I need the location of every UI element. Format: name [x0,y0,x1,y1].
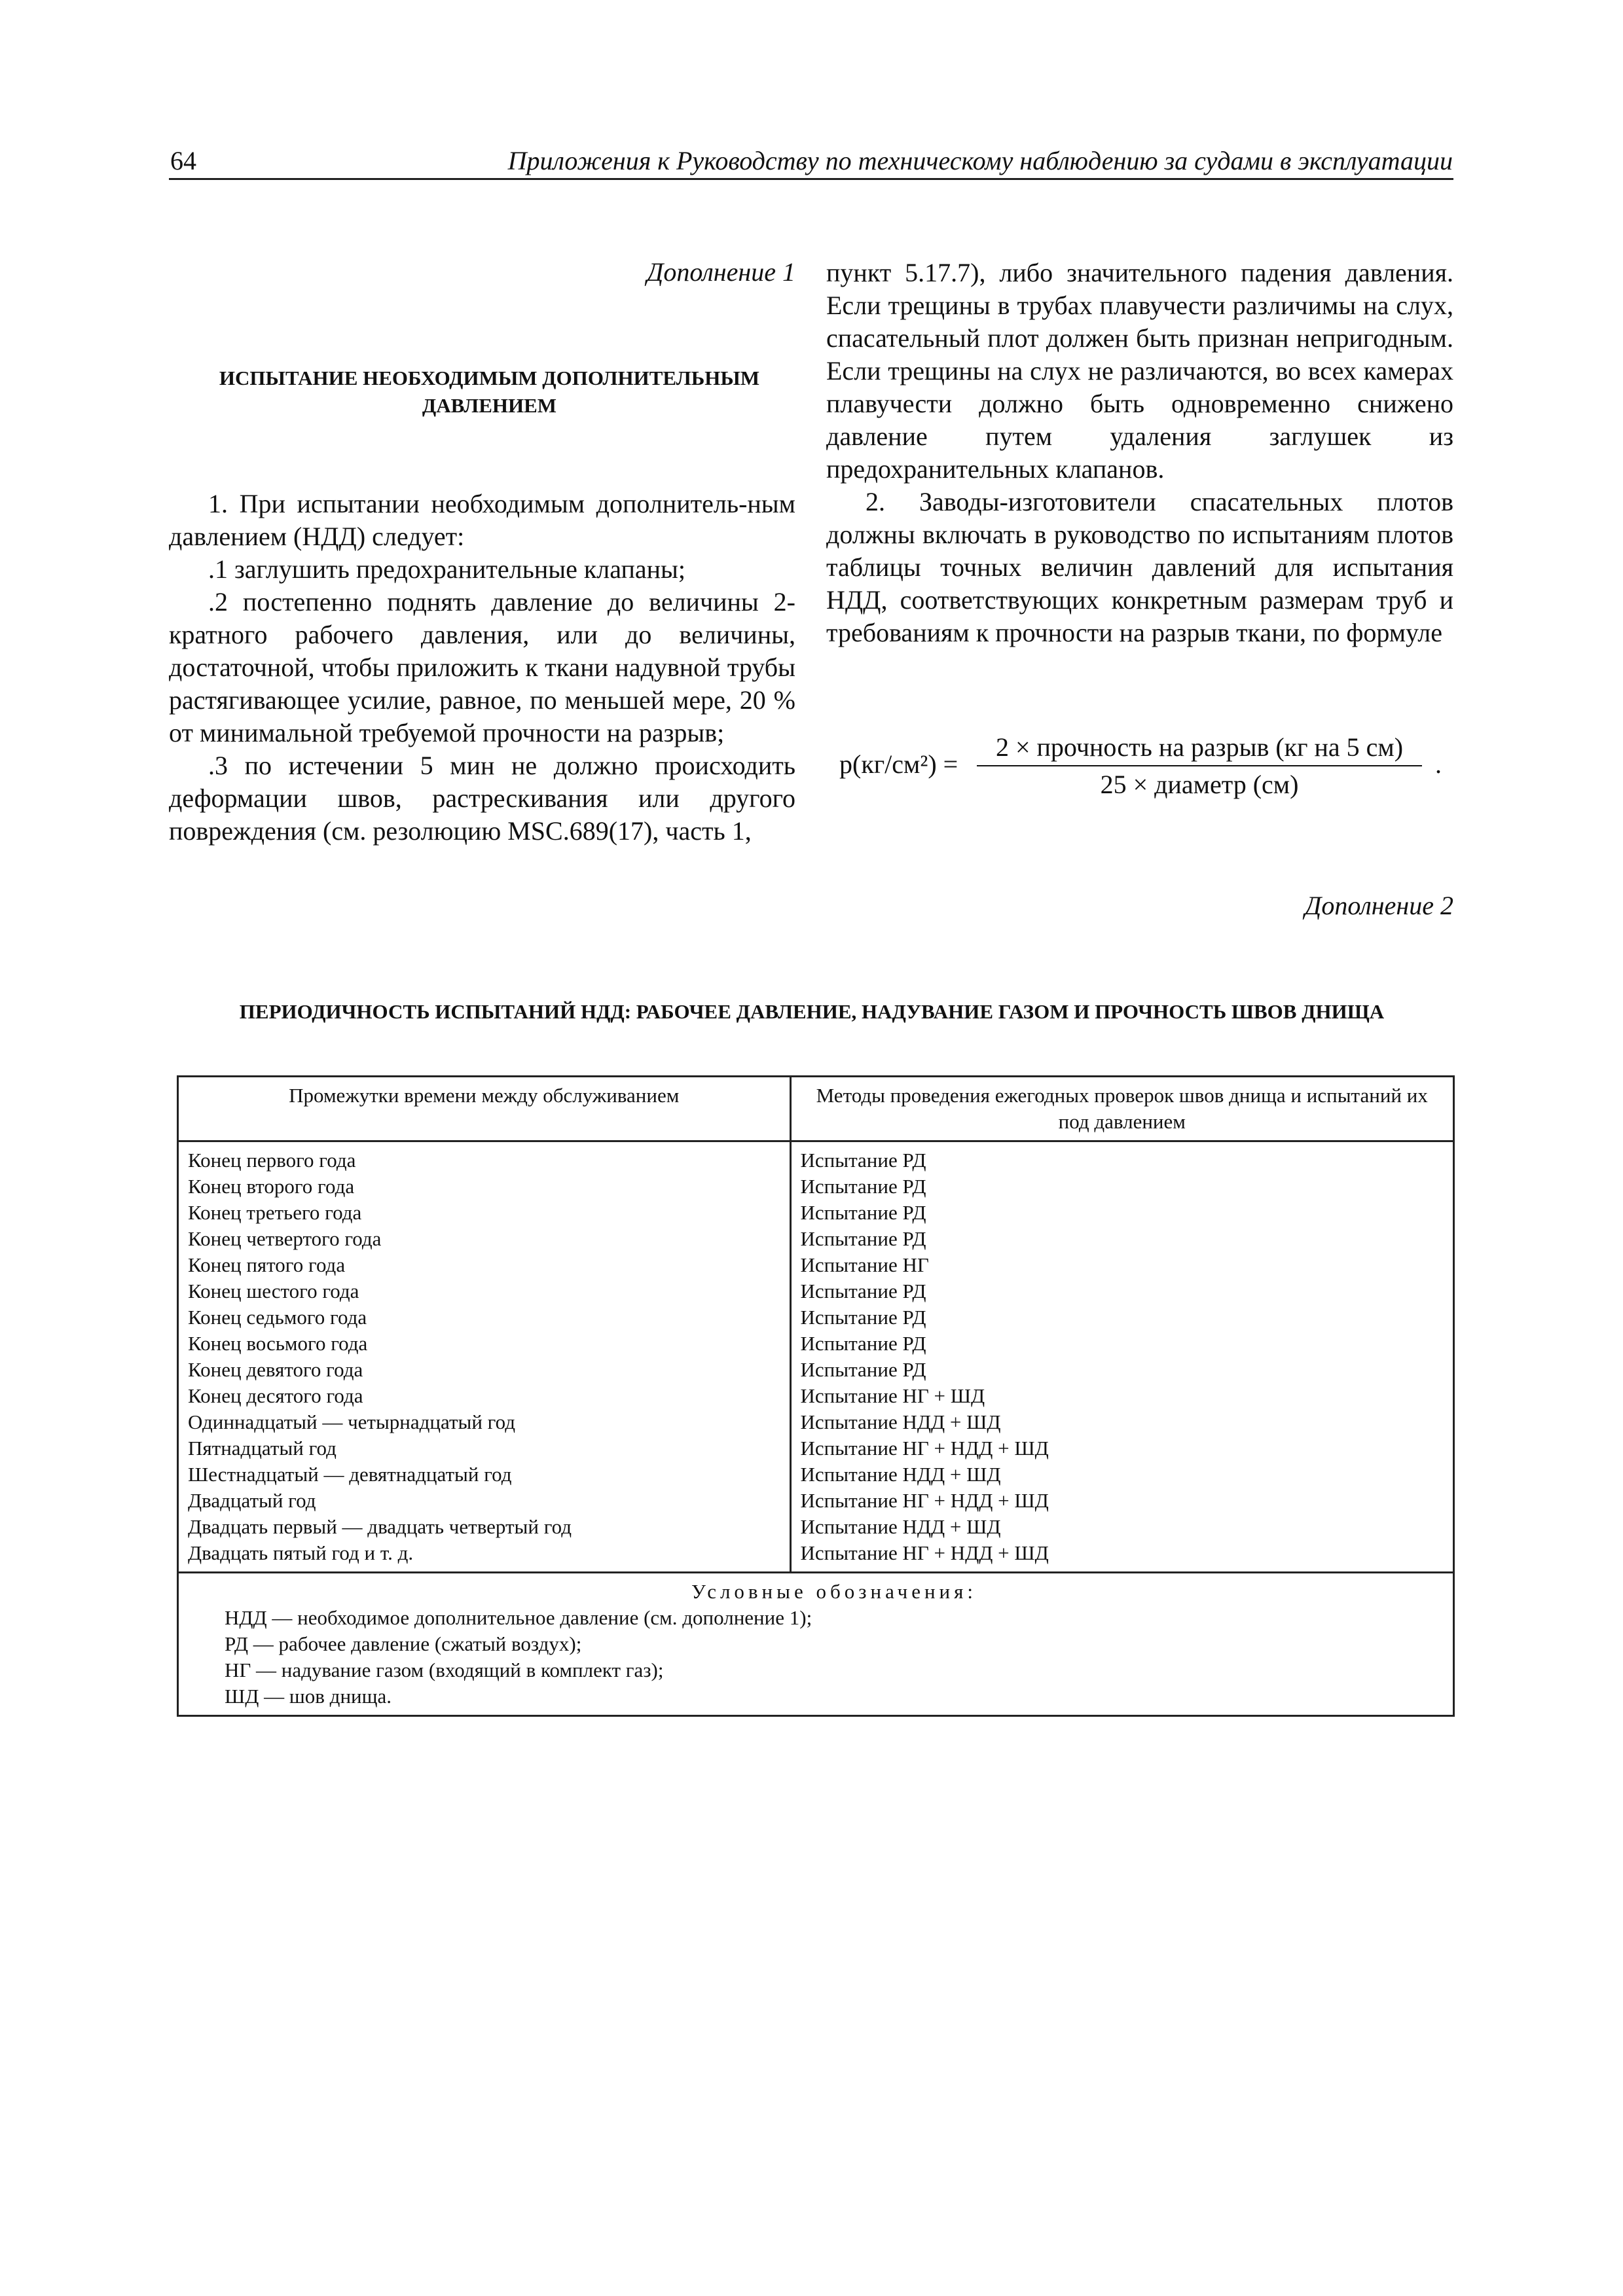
formula-end: . [1435,749,1442,779]
supplement-1-title: ИСПЫТАНИЕ НЕОБХОДИМЫМ ДОПОЛНИТЕЛЬНЫМ ДАВЛЕНИЕМ [219,367,760,417]
method-item: Испытание РД [800,1280,926,1302]
method-item: Испытание НГ [800,1253,929,1276]
table-body-row [178,1141,1454,1573]
formula-lhs: p(кг/см²) = [839,749,958,779]
formula-fraction [977,732,1422,800]
left-column [169,488,795,848]
method-item: Испытание НДД + ШД [800,1463,1001,1486]
method-item: Испытание НДД + ШД [800,1410,1001,1433]
supplement-2-label: Дополнение 2 [1304,891,1453,920]
test-schedule-table [177,1075,1455,1717]
paragraph-2: 2. Заводы-изготовители спасательных плотов должны включать в руководство по испытаниям плотов таблицы точных величин давлений для испытания НДД, соответствующих конкретным размерам труб и требованиям к прочности на разрыв ткани, по формуле [826,487,1453,647]
method-item: Испытание НДД + ШД [800,1515,1001,1538]
method-item: Испытание НГ + ШД [800,1384,985,1407]
right-column [826,257,1453,649]
header-intervals: Промежутки времени между обслуживанием [178,1077,791,1141]
supplement-1-label: Дополнение 1 [646,257,795,287]
interval-item: Конец девятого года [188,1358,363,1381]
interval-item: Двадцать первый — двадцать четвертый год [188,1515,572,1538]
methods-cell [790,1141,1453,1573]
interval-item: Конец третьего года [188,1201,362,1224]
supplement-2-title: ПЕРИОДИЧНОСТЬ ИСПЫТАНИЙ НДД: РАБОЧЕЕ ДАВЛЕНИЕ, НАДУВАНИЕ ГАЗОМ И ПРОЧНОСТЬ ШВОВ ДНИЩА [239,1000,1385,1023]
running-title: Приложения к Руководству по техническому наблюдению за судами в эксплуатации [507,146,1453,175]
paragraph-1-1: .1 заглушить предохранительные клапаны; [208,554,686,584]
legend-title: Условные обозначения: [691,1580,977,1603]
legend-cell [178,1573,1454,1716]
table-header-row [178,1077,1454,1141]
intervals-cell [178,1141,791,1573]
method-item: Испытание РД [800,1306,926,1329]
method-item: Испытание РД [800,1201,926,1224]
interval-item: Конец пятого года [188,1253,346,1276]
paragraph-1: 1. При испытании необходимым дополнитель-ным давлением (НДД) следует: [169,489,795,551]
interval-item: Конец шестого года [188,1280,359,1302]
method-item: Испытание НГ + НДД + ШД [800,1489,1049,1512]
paragraph-continued: пункт 5.17.7), либо значительного падения давления. Если трещины в трубах плавучести различимы на слух, спасательный плот должен быть признан непригодным. Если трещины на слух не различаются, во всех камерах плавучести должно быть одновременно снижено давление путем удаления заглушек из предохранительных клапанов. [826,258,1453,484]
method-item: Испытание РД [800,1227,926,1250]
formula-numerator: 2 × прочность на разрыв (кг на 5 см) [977,732,1422,766]
header-rule [169,178,1453,180]
legend-row [178,1573,1454,1716]
method-item: Испытание НГ + НДД + ШД [800,1541,1049,1564]
interval-item: Конец четвертого года [188,1227,382,1250]
legend-item: РД — рабочее давление (сжатый воздух); [225,1632,582,1655]
legend-item: НГ — надувание газом (входящий в комплект газ); [225,1659,664,1681]
legend-item: ШД — шов днища. [225,1685,392,1708]
method-item: Испытание РД [800,1175,926,1198]
interval-item: Конец десятого года [188,1384,363,1407]
method-item: Испытание РД [800,1358,926,1381]
legend-item: НДД — необходимое дополнительное давление (см. дополнение 1); [225,1606,812,1629]
pressure-formula [826,732,1453,804]
interval-item: Конец первого года [188,1149,356,1172]
interval-item: Пятнадцатый год [188,1437,337,1460]
interval-item: Двадцатый год [188,1489,316,1512]
formula-denominator: 25 × диаметр (см) [1100,770,1299,799]
interval-item: Двадцать пятый год и т. д. [188,1541,414,1564]
method-item: Испытание РД [800,1332,926,1355]
method-item: Испытание НГ + НДД + ШД [800,1437,1049,1460]
page-number: 64 [170,146,196,175]
interval-item: Конец второго года [188,1175,355,1198]
paragraph-1-2: .2 постепенно поднять давление до величины 2-кратного рабочего давления, или до величины, достаточной, чтобы приложить к ткани надувной трубы растягивающее усилие, равное, по меньшей мере, 20 % от минимальной требуемой прочности на разрыв; [169,587,795,747]
method-item: Испытание РД [800,1149,926,1172]
paragraph-1-3: .3 по истечении 5 мин не должно происходить деформации швов, растрескивания или другого повреждения (см. резолюцию MSC.689(17), часть 1, [169,751,795,846]
interval-item: Одиннадцатый — четырнадцатый год [188,1410,515,1433]
interval-item: Шестнадцатый — девятнадцатый год [188,1463,512,1486]
header-methods: Методы проведения ежегодных проверок швов днища и испытаний их под давлением [790,1077,1453,1141]
interval-item: Конец восьмого года [188,1332,368,1355]
interval-item: Конец седьмого года [188,1306,367,1329]
